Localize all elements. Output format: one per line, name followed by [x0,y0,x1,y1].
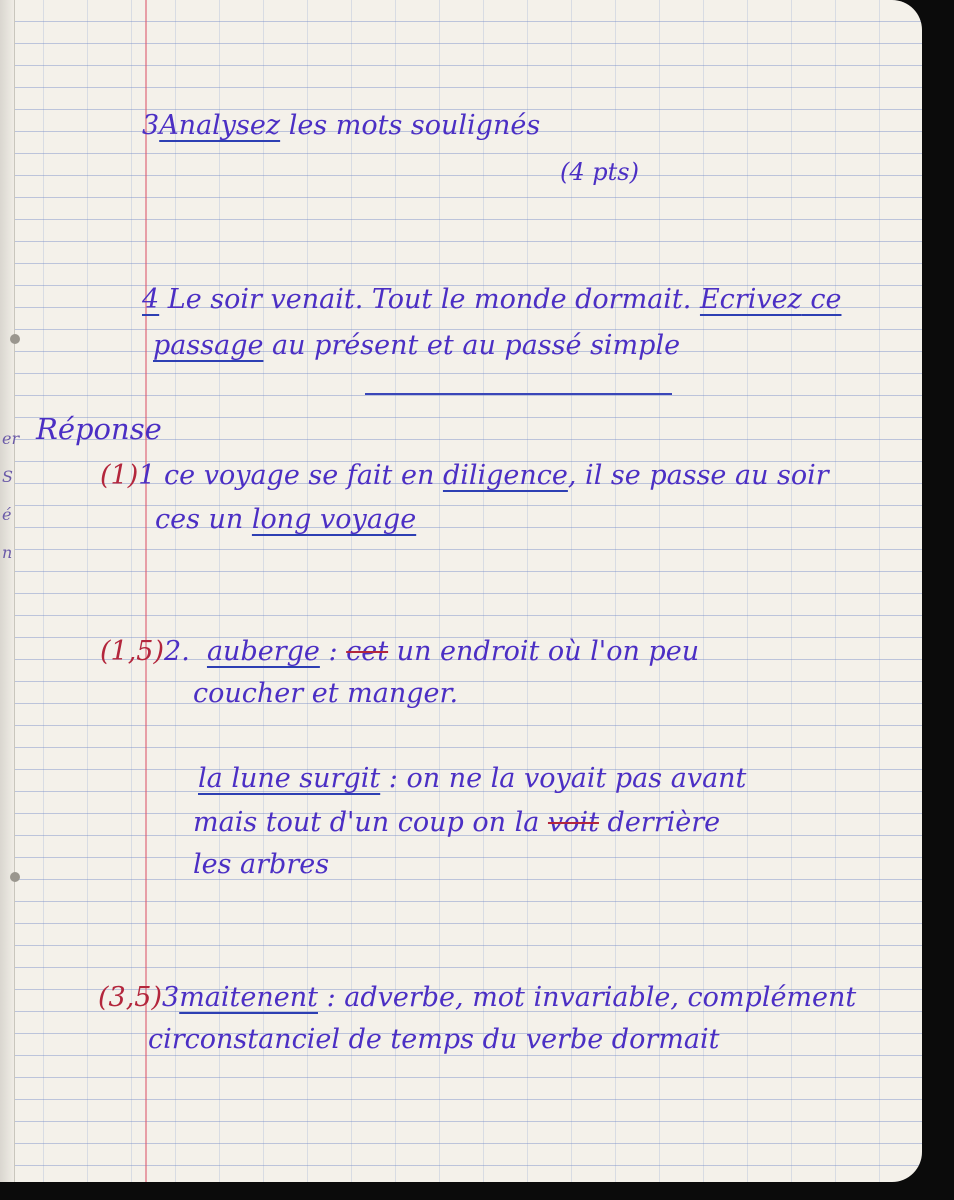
answer-2-lune-surgit: la lune surgit [198,763,381,794]
question-4-passage: passage [153,330,264,361]
answer-2-line3 [198,765,746,792]
answer-1-diligence: diligence [442,460,568,491]
separator-rule [365,393,672,395]
answer-3-def-a: : adverbe, mot invariable, complément [317,982,857,1013]
question-3 [142,112,540,139]
answer-2-line4 [193,809,720,836]
question-4-line2 [153,332,680,359]
answer-2-def-c: mais tout d'un coup on la [193,807,548,838]
answer-1-text-c: ces un [155,504,252,535]
question-4-text-a: Le soir venait. Tout le monde dormait. [159,284,700,315]
answer-2-def-d: derrière [598,807,721,838]
question-3-text: les mots soulignés [280,110,541,141]
answer-1-line1 [100,462,829,489]
answer-2-def-b: : on ne la voyait pas avant [380,763,747,794]
answer-2-number: 2. [164,636,190,667]
question-4-text-c: au présent et au passé simple [263,330,681,361]
answer-2-struck-word: cet [346,636,389,667]
answer-2-auberge: auberge [206,636,320,667]
answer-1-grade: (1) [100,460,139,491]
question-4-line1 [142,286,841,313]
question-4-underlined: Ecrivez [699,284,802,315]
answer-2-line1 [100,638,699,665]
question-4-text-b: ce [801,284,842,315]
question-3-underlined: Analysez [159,110,281,141]
answer-2-colon: : [319,636,347,667]
answer-2-struck-voit: voit [547,807,599,838]
answer-3-line1 [98,984,856,1011]
answer-2-grade: (1,5) [100,636,165,667]
edge-marks: er S é n [2,429,20,562]
answer-2-line2: coucher et manger. [193,678,459,709]
page-binding [0,0,15,1182]
question-3-points: (4 pts) [560,158,639,186]
answer-1-number: 1 [138,460,156,491]
binding-hole [10,872,20,882]
answer-1-line2 [155,506,416,533]
answer-3-grade: (3,5) [98,982,163,1013]
answer-1-text-b: , il se passe au soir [567,460,829,491]
answer-3-number: 3 [162,982,180,1013]
answer-1-text-a: ce voyage se fait en [155,460,443,491]
answer-2-def-a: un endroit où l'on peu [388,636,700,667]
answer-1-long-voyage: long voyage [251,504,417,535]
question-3-number: 3 [142,110,160,141]
answer-3-maitenent: maitenent [179,982,318,1013]
answer-3-line2: circonstanciel de temps du verbe dormait [148,1024,720,1055]
question-4-number: 4 [142,284,160,315]
answer-2-line5: les arbres [193,849,330,880]
binding-hole [10,334,20,344]
response-heading: Réponse [36,412,162,446]
